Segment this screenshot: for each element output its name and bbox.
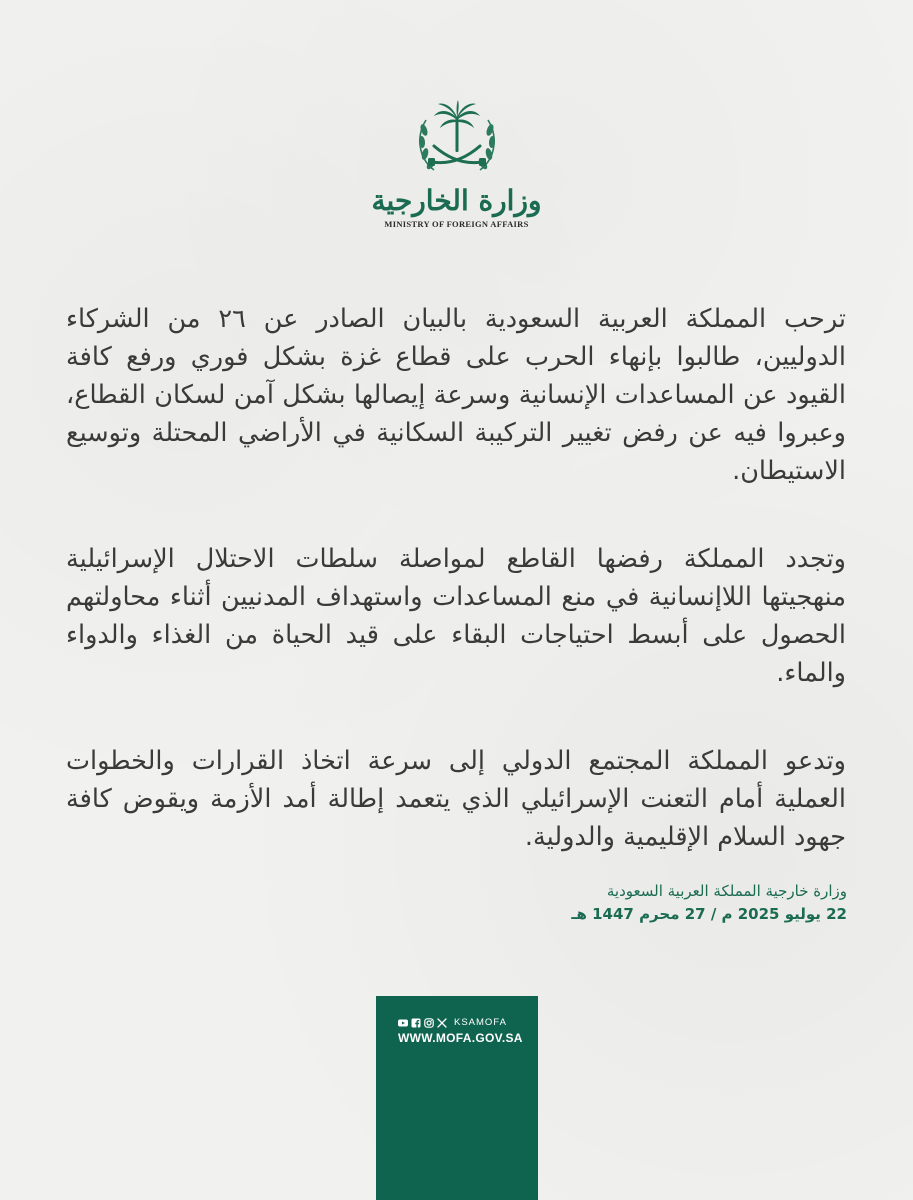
statement-body [66, 300, 846, 906]
signature-date: 22 يوليو 2025 م / 27 محرم 1447 هـ [571, 905, 847, 923]
saudi-emblem [412, 100, 502, 180]
social-handle[interactable]: KSAMOFA [454, 1017, 507, 1028]
ministry-name-arabic: وزارة الخارجية [371, 184, 542, 217]
signature-block [571, 880, 847, 926]
social-links [398, 1017, 507, 1028]
statement-paragraph: وتدعو المملكة المجتمع الدولي إلى سرعة اتخاذ القرارات والخطوات العملية أمام التعنت الإسرائيلي الذي يتعمد إطالة أمد الأزمة ويقوض كافة جهود السلام الإقليمية والدولية. [66, 746, 846, 852]
ministry-name-english: MINISTRY OF FOREIGN AFFAIRS [384, 218, 529, 229]
youtube-icon[interactable] [398, 1018, 408, 1028]
statement-paragraph: ترحب المملكة العربية السعودية بالبيان الصادر عن ٢٦ من الشركاء الدوليين، طالبوا بإنهاء الحرب على قطاع غزة بشكل فوري ورفع كافة القيود عن المساعدات الإنسانية وسرعة إيصالها بشكل آمن لسكان القطاع، وعبروا فيه عن رفض تغيير التركيبة السكانية في الأراضي المحتلة وتوسيع الاستيطان. [66, 304, 846, 486]
facebook-icon[interactable] [411, 1018, 421, 1028]
statement-paragraph: وتجدد المملكة رفضها القاطع لمواصلة سلطات الاحتلال الإسرائيلية منهجيتها اللاإنسانية في منع المساعدات واستهداف المدنيين أثناء محاولتهم الحصول على أبسط احتياجات البقاء على قيد الحياة من الغذاء والدواء والماء. [66, 544, 846, 688]
instagram-icon[interactable] [424, 1018, 434, 1028]
website-link[interactable]: WWW.MOFA.GOV.SA [398, 1031, 523, 1045]
x-icon[interactable] [437, 1018, 447, 1028]
ministry-header [0, 100, 913, 229]
footer-panel [376, 996, 538, 1200]
signature-name: وزارة خارجية المملكة العربية السعودية [606, 882, 847, 900]
